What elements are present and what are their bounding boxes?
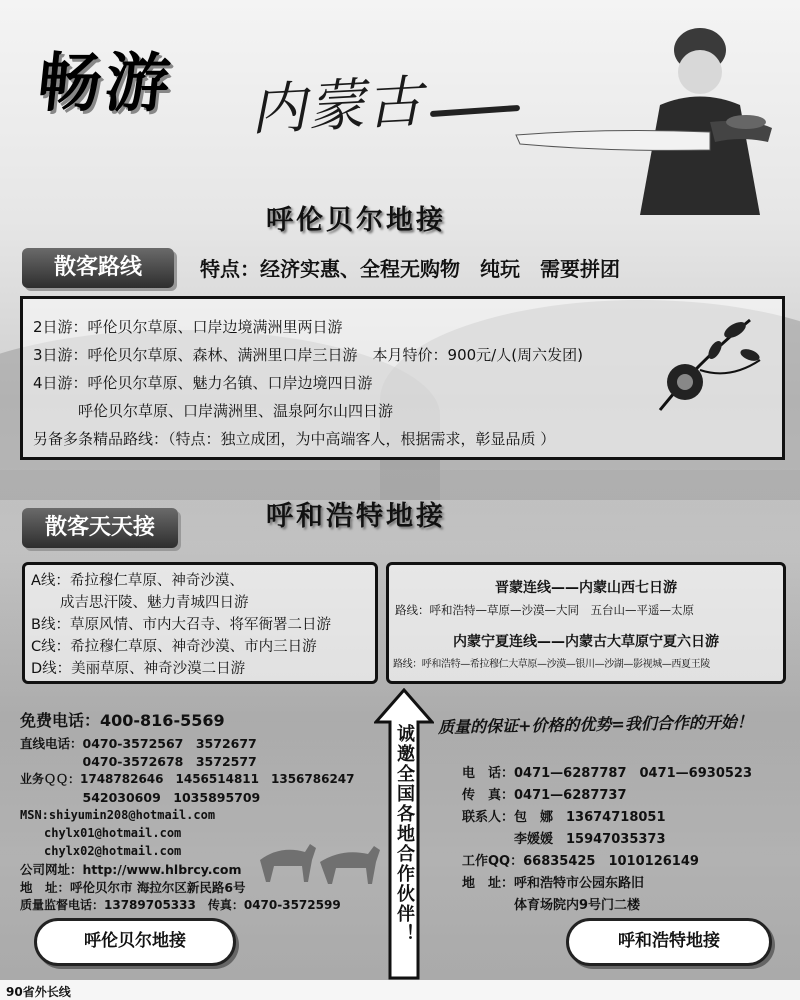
left-contact-line: chylx01@hotmail.com xyxy=(20,826,182,840)
footer-bar xyxy=(0,980,800,1000)
right-contact-line: 联系人：包 娜 13674718051 xyxy=(462,810,666,825)
hulunbuir-section-title: 呼伦贝尔地接 xyxy=(266,205,446,236)
left-contact-line: 0470-3572678 3572577 xyxy=(20,754,257,769)
combo-2-route: 路线：呼和浩特—希拉穆仁大草原—沙漠—银川—沙湖—影视城—西夏王陵 xyxy=(393,659,710,670)
left-contact-line: 地 址：呼伦贝尔市 海拉尔区新民路6号 xyxy=(20,880,246,895)
route-item: 2日游：呼伦贝尔草原、口岸边境满洲里两日游 xyxy=(33,318,343,336)
right-contact-line: 工作QQ：66835425 1010126149 xyxy=(462,854,699,869)
route-item: 另备多条精品路线：（特点：独立成团，为中高端客人，根据需求，彰显品质 ） xyxy=(33,430,556,448)
hohhot-line-item: A线：希拉穆仁草原、神奇沙漠、 xyxy=(31,573,244,589)
combo-1-title: 晋蒙连线——内蒙山西七日游 xyxy=(495,580,677,596)
slogan: 质量的保证+价格的优势=我们合作的开始！ xyxy=(437,712,753,737)
combo-1-route: 路线：呼和浩特—草原—沙漠—大同 五台山—平遥—太原 xyxy=(395,603,694,617)
right-contact-line: 李媛媛 15947035373 xyxy=(462,832,666,847)
left-contact-line: 业务ＱＱ：1748782646 1456514811 1356786247 xyxy=(20,772,355,786)
invite-text: 诚邀全国各地合作伙伴！ xyxy=(394,724,415,944)
features-text: 特点：经济实惠、全程无购物 纯玩 需要拼团 xyxy=(200,257,620,281)
hohhot-section-title: 呼和浩特地接 xyxy=(266,501,446,532)
hohhot-line-item: D线：美丽草原、神奇沙漠二日游 xyxy=(31,661,246,677)
horses-illustration xyxy=(250,820,420,890)
left-contact-line: MSN:shiyumin208@hotmail.com xyxy=(20,808,216,822)
title-script: 内蒙古 xyxy=(248,69,426,144)
hohhot-line-item: C线：希拉穆仁草原、神奇沙漠、市内三日游 xyxy=(31,639,317,655)
page-label: 90省外长线 xyxy=(6,985,71,999)
performer-illustration xyxy=(510,10,790,220)
route-item: 3日游：呼伦贝尔草原、森林、满洲里口岸三日游 本月特价：900元/人(周六发团) xyxy=(33,346,583,364)
title-brush-stroke xyxy=(430,105,520,117)
left-contact-line: chylx02@hotmail.com xyxy=(20,844,182,858)
hulunbuir-bubble: 呼伦贝尔地接 xyxy=(34,918,236,966)
scattered-routes-tag: 散客路线 xyxy=(22,248,174,288)
left-contact-line: 质量监督电话：13789705333 传真：0470-3572599 xyxy=(20,898,341,912)
title-main: 畅游 xyxy=(33,46,178,121)
hohhot-line-item: B线：草原风情、市内大召寺、将军衙署二日游 xyxy=(31,617,331,633)
left-contact-line: 公司网址：http://www.hlbrcy.com xyxy=(20,862,242,877)
route-item: 呼伦贝尔草原、口岸满洲里、温泉阿尔山四日游 xyxy=(33,402,394,420)
combo-routes-box xyxy=(386,562,786,684)
hohhot-line-item: 成吉思汗陵、魅力青城四日游 xyxy=(31,595,249,611)
left-contact-line: 542030609 1035895709 xyxy=(20,790,261,805)
left-contact-line: 直线电话：0470-3572567 3572677 xyxy=(20,736,257,751)
daily-pickup-tag: 散客天天接 xyxy=(22,508,178,548)
hohhot-lines-box xyxy=(22,562,378,684)
free-phone: 免费电话：400-816-5569 xyxy=(20,711,225,730)
right-contact-line: 地 址：呼和浩特市公园东路旧 xyxy=(462,876,645,891)
flower-ornament-icon xyxy=(640,300,770,420)
hohhot-bubble: 呼和浩特地接 xyxy=(566,918,772,966)
right-contact-line: 体育场院内9号门二楼 xyxy=(462,898,641,913)
right-contact-line: 传 真：0471—6287737 xyxy=(462,788,627,803)
route-item: 4日游：呼伦贝尔草原、魅力名镇、口岸边境四日游 xyxy=(33,374,373,392)
combo-2-title: 内蒙宁夏连线——内蒙古大草原宁夏六日游 xyxy=(453,634,719,650)
right-contact-line: 电 话：0471—6287787 0471—6930523 xyxy=(462,766,752,781)
